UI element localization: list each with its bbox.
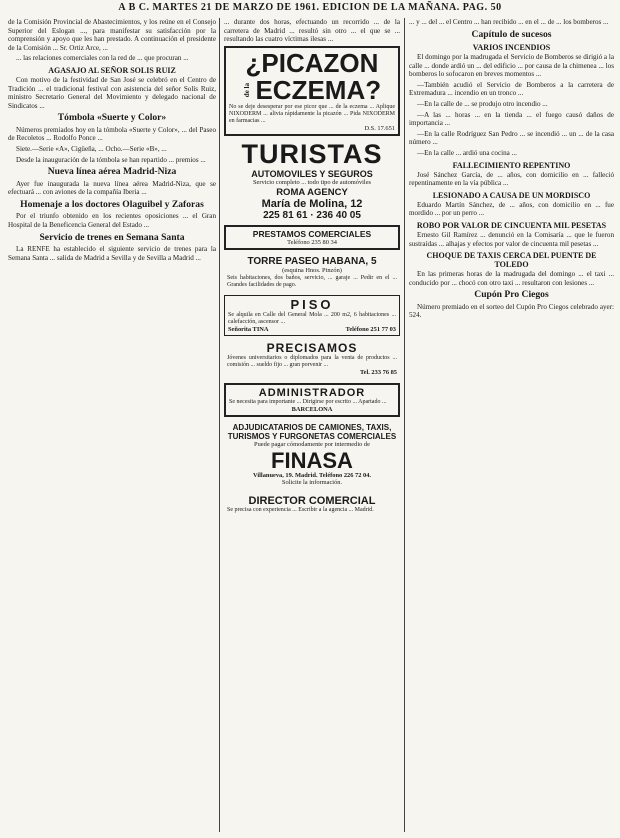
ad-body: Puede pagar cómodamente por intermedio de bbox=[254, 441, 370, 449]
article-paragraph: Por el triunfo obtenido en los recientes oposiciones ... el Gran Hospital de la Beneficencia General del Estado ... bbox=[8, 212, 216, 229]
column-rule bbox=[404, 18, 405, 832]
ad-headline: ECZEMA? bbox=[255, 74, 382, 105]
article-paragraph: —En la calle de ... se produjo otro incendio ... bbox=[417, 100, 548, 109]
ad-reg: D.S. 17.651 bbox=[364, 124, 395, 132]
article-paragraph: Ernesto Gil Ramírez ... denunció en la Comisaría ... que le fueron sustraídas ... alhajas y efectos por valor de cincuenta mil pesetas ... bbox=[409, 231, 614, 248]
ad-body: Se precisa con experiencia ... Escribir a la agencia ... Madrid. bbox=[227, 506, 374, 513]
article-paragraph: de la Comisión Provincial de Abastecimientos, y los reúne en el Consejo Superior del Eslogan ..., para manifestar su satisfacción por la comprensión y apoyo que les han prestado. A continuación el presidente de la Comisión ... Sr. Ortiz Arce, ... bbox=[8, 18, 216, 52]
column-rule bbox=[219, 18, 220, 832]
ad-title: PRECISAMOS bbox=[266, 341, 358, 356]
ad-phone: Teléfono 235 80 34 bbox=[287, 238, 337, 246]
article-heading: AGASAJO AL SEÑOR SOLIS RUIZ bbox=[48, 65, 176, 75]
ad-contact: Señorita TINA bbox=[228, 325, 269, 333]
article-paragraph: En las primeras horas de la madrugada del domingo ... el taxi ... conducido por ... chocó con otro taxi ... resultaron con lesiones ... bbox=[409, 270, 614, 287]
ad-title: PISO bbox=[290, 296, 334, 312]
ad-body: Se alquila en Calle del General Mola ... 200 m2, 6 habitaciones ... calefacción, ascensor ... bbox=[228, 311, 396, 325]
ad-address: María de Molina, 12 bbox=[261, 197, 363, 210]
page-header: A B C. MARTES 21 DE MARZO DE 1961. EDICION DE LA MAÑANA. PAG. 50 bbox=[118, 2, 502, 13]
article-heading: Homenaje a los doctores Olaguibel y Zaforas bbox=[20, 198, 204, 210]
ad-subtitle: (esquina Hnos. Pinzón) bbox=[282, 267, 342, 275]
ad-title: DIRECTOR COMERCIAL bbox=[248, 494, 376, 507]
ad-body: Se necesita para importante ... Dirigirse por escrito ... Apartado ... bbox=[229, 398, 387, 405]
article-paragraph: Ayer fue inaugurada la nueva línea aérea Madrid-Niza, que se efectuará ... con aviones de la compañía Iberia ... bbox=[8, 179, 216, 197]
ad-address: Villanueva, 19. Madrid. Teléfono 226 72 04. bbox=[253, 471, 371, 479]
ad-picazon bbox=[224, 46, 400, 137]
article-paragraph: El domingo por la madrugada el Servicio de Bomberos se dirigió a la calle ... donde ardió un ... del edificio ... por causa de la chimenea ... los bomberos lo sofocaron en breves momentos ... bbox=[409, 53, 614, 79]
article-paragraph: ... durante dos horas, efectuando un recorrido ... de la carretera de Madrid ... resultó sin otro ... el que se ... resultando las cuatro víctimas ilesas ... bbox=[224, 18, 400, 44]
article-heading: FALLECIMIENTO REPENTINO bbox=[452, 160, 571, 170]
ad-brand: FINASA bbox=[271, 447, 353, 473]
article-paragraph: Con motivo de la festividad de San José se celebró en el Centro de Tradición ... el tradicional festival con asistencia del señor Solís Ruiz, ministro Secretario General del Movimiento y delegado nacional de Sindicatos ... bbox=[8, 75, 216, 110]
article-paragraph: ... y ... del ... el Centro ... han recibido ... en el ... de ... los bomberos ... bbox=[409, 18, 609, 26]
ad-body: Seis habitaciones, dos baños, servicio, ... garaje ... Pedir en el ... Grandes facilidades de pago. bbox=[227, 274, 397, 288]
article-heading: LESIONADO A CAUSA DE UN MORDISCO bbox=[432, 190, 591, 200]
article-paragraph: La RENFE ha establecido el siguiente servicio de trenes para la Semana Santa ... salida de Madrid a Sevilla y de Sevilla a Madrid ... bbox=[8, 245, 216, 262]
article-heading: Tómbola «Suerte y Color» bbox=[57, 112, 167, 124]
article-paragraph: ... las relaciones comerciales con la red de ... que procuran ... bbox=[16, 54, 189, 63]
ad-phone: Tel. 233 76 85 bbox=[359, 369, 397, 377]
article-heading: VARIOS INCENDIOS bbox=[472, 43, 551, 53]
ad-administrador bbox=[224, 383, 400, 418]
ad-subtitle: AUTOMOVILES Y SEGUROS bbox=[251, 169, 373, 180]
ad-agency: ROMA AGENCY bbox=[276, 186, 348, 198]
article-paragraph: Desde la inauguración de la tómbola se han repartido ... premios ... bbox=[16, 155, 206, 164]
ad-city: BARCELONA bbox=[291, 405, 333, 413]
article-paragraph: —A las ... horas ... en la tienda ... el fuego causó daños de importancia ... bbox=[409, 110, 614, 128]
right-column bbox=[409, 18, 614, 834]
article-heading: Cupón Pro Ciegos bbox=[474, 289, 549, 301]
ad-turistas bbox=[224, 140, 400, 221]
ad-title: TURISTAS bbox=[241, 139, 383, 170]
ad-headline: ¿PICAZON bbox=[245, 47, 379, 78]
ad-phone: Teléfono 251 77 03 bbox=[345, 325, 396, 333]
ad-torre bbox=[224, 254, 400, 291]
article-paragraph: Eduardo Martín Sánchez, de ... años, con domicilio en ... fue mordido ... por un perro ... bbox=[409, 200, 614, 218]
ad-title: ADMINISTRADOR bbox=[258, 386, 366, 399]
ad-side-text: de la bbox=[242, 83, 251, 98]
ad-desc: Servicio completo ... todo tipo de automóviles bbox=[252, 179, 372, 187]
ad-title: PRESTAMOS COMERCIALES bbox=[252, 228, 372, 239]
article-paragraph: —En la calle Rodríguez San Pedro ... se incendió ... un ... de la casa número ... bbox=[409, 129, 614, 147]
section-heading: Capítulo de sucesos bbox=[471, 28, 552, 40]
article-paragraph: —También acudió el Servicio de Bomberos a la carretera de Extremadura ... incendio en un tronco ... bbox=[409, 80, 614, 98]
ad-title: TORRE PASEO HABANA, 5 bbox=[247, 256, 377, 268]
ad-body: No se deje desesperar por ese picor que ... de la eczema ... Aplique NIXODERM ... alivia rápidamente la picazón ... Pida NIXODERM en farmacias ... bbox=[229, 103, 395, 124]
ad-city: Solicite la información. bbox=[281, 479, 343, 487]
article-paragraph: José Sánchez García, de ... años, con domicilio en ... falleció repentinamente en la vía pública ... bbox=[409, 170, 614, 188]
article-paragraph: Siete.—Serie «A», Cigüeña, ... Ocho.—Serie «B», ... bbox=[16, 145, 167, 154]
ad-title: ADJUDICATARIOS DE CAMIONES, TAXIS, TURISMOS Y FURGONETAS COMERCIALES bbox=[227, 423, 397, 442]
article-heading: Nueva línea aérea Madrid-Niza bbox=[47, 166, 177, 178]
ad-finasa bbox=[224, 421, 400, 489]
ad-piso bbox=[224, 295, 400, 337]
left-column bbox=[8, 18, 216, 834]
article-paragraph: Número premiado en el sorteo del Cupón Pro Ciegos celebrado ayer: 524. bbox=[409, 302, 614, 320]
article-paragraph: —En la calle ... ardió una cocina ... bbox=[417, 149, 517, 158]
ad-director bbox=[224, 493, 400, 516]
ad-phones: 225 81 61 · 236 40 05 bbox=[263, 209, 361, 221]
article-heading: Servicio de trenes en Semana Santa bbox=[39, 231, 185, 243]
ad-body: Jóvenes universitarios o diplomados para la venta de productos ... comisión ... sueldo fijo ... gran porvenir ... bbox=[227, 355, 397, 369]
article-heading: ROBO POR VALOR DE CINCUENTA MIL PESETAS bbox=[416, 221, 607, 230]
article-paragraph: Números premiados hoy en la tómbola «Suerte y Color», ... del Paseo de Recoletos ... Rodolfo Ponce ... bbox=[8, 125, 216, 143]
article-heading: CHOQUE DE TAXIS CERCA DEL PUENTE DE TOLEDO bbox=[426, 251, 597, 270]
ad-precisamos bbox=[224, 340, 400, 379]
middle-column bbox=[224, 18, 400, 834]
ad-prestamos bbox=[224, 225, 400, 251]
